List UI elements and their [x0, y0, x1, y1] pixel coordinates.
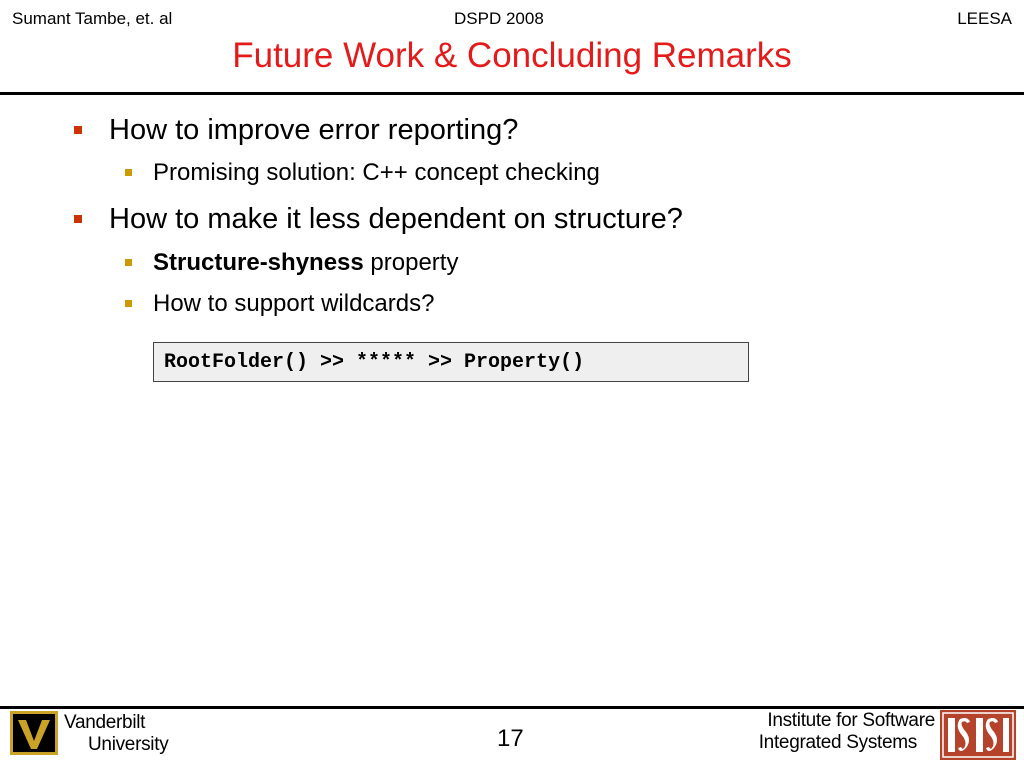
footer-divider — [0, 706, 1024, 709]
page-number: 17 — [497, 725, 524, 752]
isis-logo — [940, 710, 1016, 760]
vanderbilt-line2: University — [88, 734, 169, 755]
bullet-square-icon — [74, 215, 82, 223]
sub-bullet-text — [153, 249, 458, 277]
sub-bullet-text: How to support wildcards? — [153, 290, 435, 317]
bullet-text: How to improve error reporting? — [109, 114, 519, 146]
sub-bullet-square-icon — [125, 259, 132, 266]
code-text: RootFolder() >> ***** >> Property() — [164, 351, 585, 374]
term-suffix: property — [363, 249, 459, 276]
header-author: Sumant Tambe, et. al — [12, 9, 173, 28]
header-divider — [0, 92, 1024, 95]
bullet-text: How to make it less dependent on structure? — [109, 203, 683, 235]
code-block — [153, 342, 749, 382]
vanderbilt-line1: Vanderbilt — [64, 712, 146, 733]
sub-bullet-text: Promising solution: C++ concept checking — [153, 159, 600, 186]
slide-title: Future Work & Concluding Remarks — [232, 36, 792, 75]
header-conference: DSPD 2008 — [454, 9, 544, 28]
sub-bullet-square-icon — [125, 300, 132, 307]
vanderbilt-logo — [10, 711, 58, 755]
header-project: LEESA — [957, 9, 1012, 28]
isis-line2: Integrated Systems — [758, 732, 917, 753]
isis-line1: Institute for Software — [767, 710, 935, 731]
sub-bullet-square-icon — [125, 169, 132, 176]
bold-term: Structure-shyness — [153, 249, 364, 276]
bullet-square-icon — [74, 126, 82, 134]
